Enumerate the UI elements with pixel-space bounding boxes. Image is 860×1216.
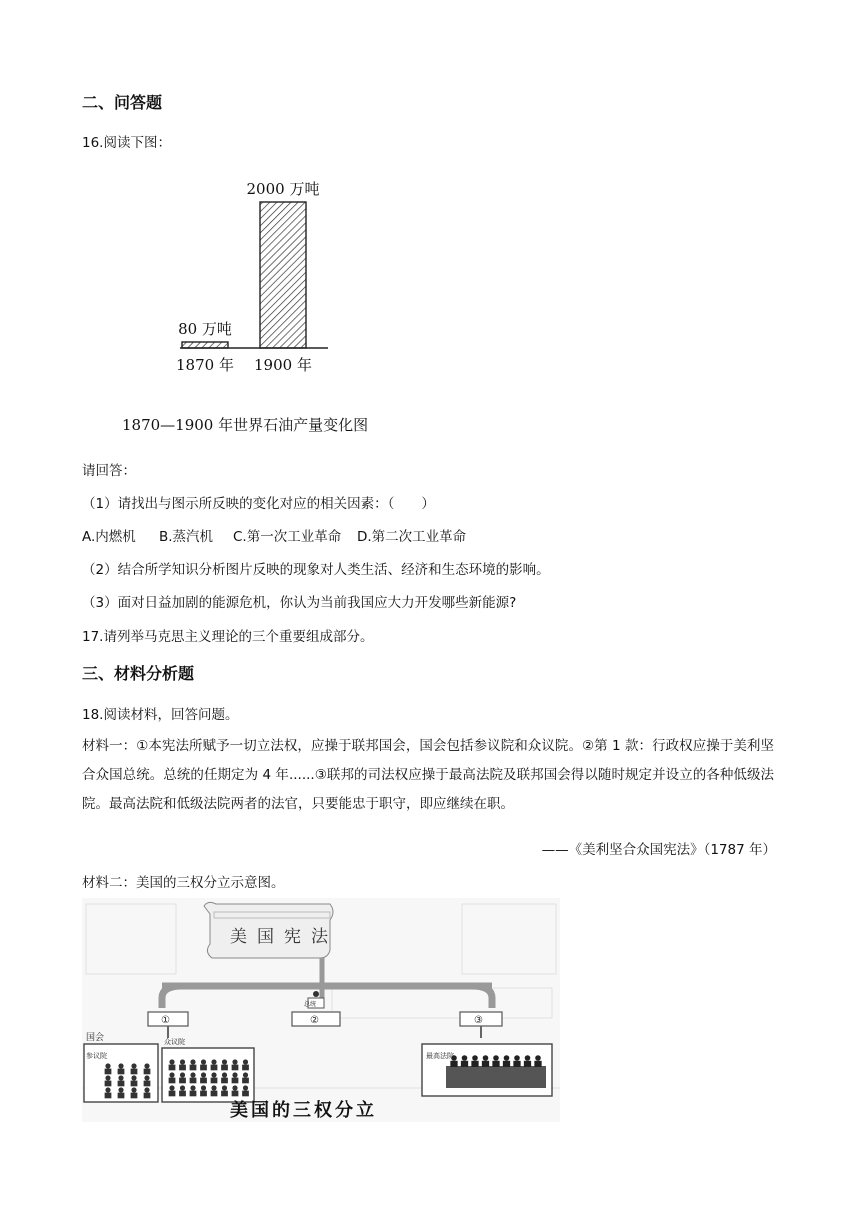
- question-17: 17.请列举马克思主义理论的三个重要组成部分。: [82, 629, 374, 645]
- option-c: C.第一次工业革命: [233, 529, 342, 545]
- question-16-sub3: （3）面对日益加剧的能源危机，你认为当前我国应大力开发哪些新能源?: [82, 595, 517, 611]
- section-title-material: 三、材料分析题: [82, 664, 195, 683]
- question-16-stem: 16.阅读下图：: [82, 135, 171, 151]
- diagram-senate-label: 参议院: [86, 1052, 107, 1060]
- diagram-box-1: ①: [161, 1015, 170, 1026]
- option-a: A.内燃机: [82, 529, 136, 545]
- bar-2: [260, 202, 306, 348]
- diagram-box-2: ②: [310, 1015, 319, 1026]
- material-1: 材料一：①本宪法所赋予一切立法权，应操于联邦国会，国会包括参议院和众议院。②第 1 款：行政权应操于美利坚合众国总统。总统的任期定为 4 年......③联邦的司法权应操于最高法院及联邦国会得以随时规定并设立的各种低级法院。最高法院和低级法院两者的法官，只要能忠于职守，即应继续在职。: [82, 738, 774, 812]
- diagram-scroll-label: 美国宪法: [230, 927, 338, 947]
- question-18-stem: 18.阅读材料，回答问题。: [82, 707, 239, 723]
- category-label-2: 1900 年: [254, 356, 312, 374]
- oil-production-chart: [160, 170, 390, 445]
- diagram-congress-label: 国会: [86, 1033, 105, 1043]
- option-b: B.蒸汽机: [159, 529, 214, 545]
- section-title-qa: 二、问答题: [82, 93, 163, 112]
- diagram-court-label: 最高法院: [426, 1052, 454, 1060]
- bar-1: [182, 342, 228, 348]
- material-1-citation: ——《美利坚合众国宪法》（1787 年）: [541, 842, 776, 858]
- diagram-caption: 美国的三权分立: [230, 1100, 377, 1121]
- material-2: 材料二：美国的三权分立示意图。: [82, 875, 285, 891]
- diagram-box-3: ③: [474, 1015, 483, 1026]
- diagram-house-label: 众议院: [164, 1038, 185, 1046]
- diagram-president-label: 总统: [304, 1001, 317, 1008]
- chart-title: 1870—1900 年世界石油产量变化图: [122, 416, 369, 434]
- category-label-1: 1870 年: [176, 356, 234, 374]
- question-16-sub2: （2）结合所学知识分析图片反映的现象对人类生活、经济和生态环境的影响。: [82, 562, 550, 578]
- option-d: D.第二次工业革命: [357, 529, 467, 545]
- answer-prompt: 请回答：: [82, 463, 136, 479]
- question-16-sub1: （1）请找出与图示所反映的变化对应的相关因素：（ ）: [82, 496, 435, 512]
- separation-of-powers-diagram: [82, 898, 560, 1122]
- bar-value-label-1: 80 万吨: [178, 320, 232, 338]
- bar-value-label-2: 2000 万吨: [246, 180, 320, 198]
